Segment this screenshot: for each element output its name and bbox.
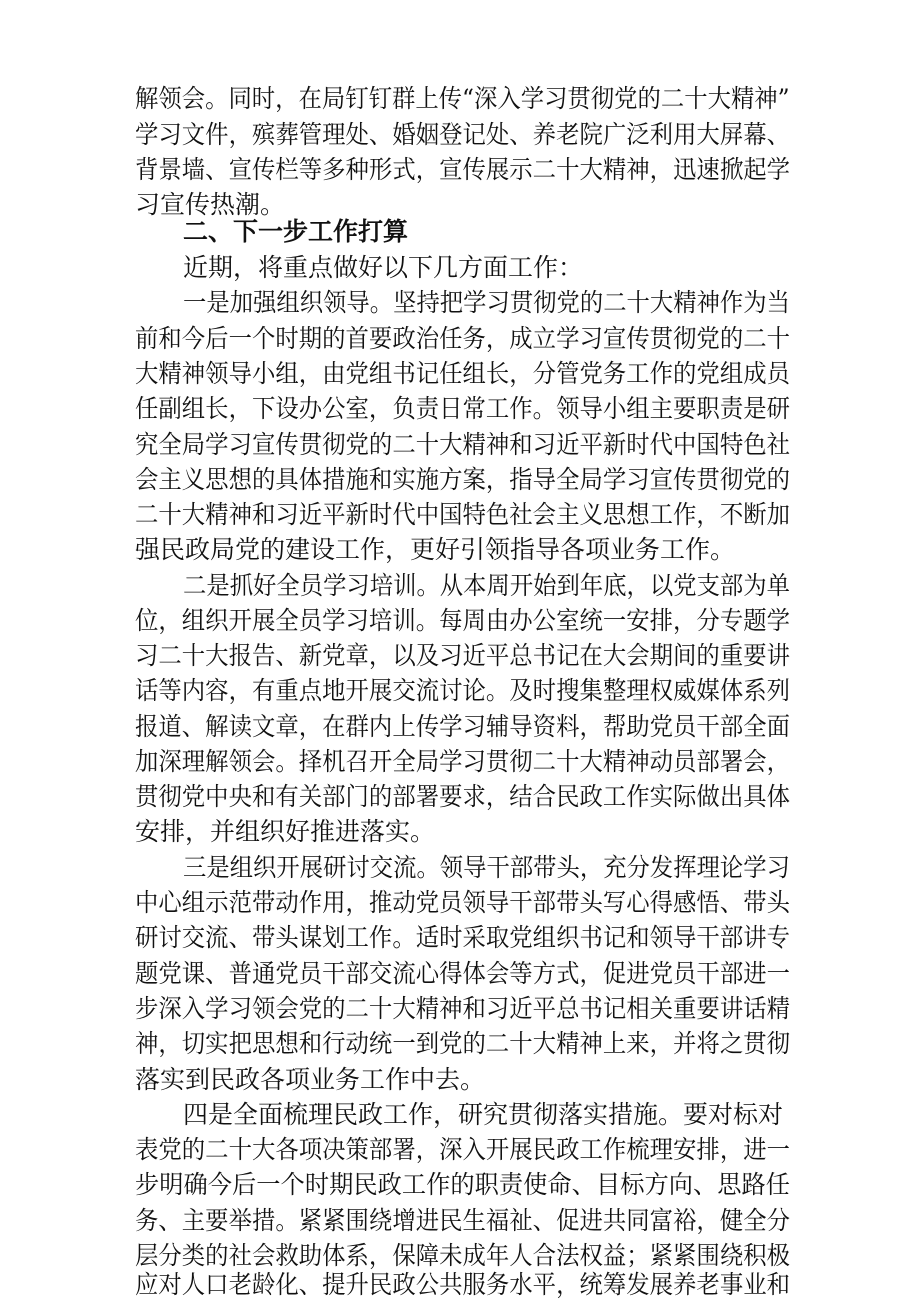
text-line: 题党课、普通党员干部交流心得体会等方式，促进党员干部进一 xyxy=(135,959,791,988)
text-line: 会主义思想的具体措施和实施方案，指导全局学习宣传贯彻党的 xyxy=(135,465,791,494)
text-line: 神，切实把思想和行动统一到党的二十大精神上来，并将之贯彻 xyxy=(135,1029,791,1058)
text-line: 中心组示范带动作用，推动党员领导干部带头写心得感悟、带头 xyxy=(135,888,791,917)
text-line: 步明确今后一个时期民政工作的职责使命、目标方向、思路任 xyxy=(135,1170,791,1199)
text-line: 大精神领导小组，由党组书记任组长，分管党务工作的党组成员 xyxy=(135,359,791,388)
text-line: 任副组长，下设办公室，负责日常工作。领导小组主要职责是研 xyxy=(135,394,791,423)
text-line: 究全局学习宣传贯彻党的二十大精神和习近平新时代中国特色社 xyxy=(135,430,791,459)
text-line: 表党的二十大各项决策部署，深入开展民政工作梳理安排，进一 xyxy=(135,1135,791,1164)
text-line: 习二十大报告、新党章，以及习近平总书记在大会期间的重要讲 xyxy=(135,641,791,670)
paragraph-first-line: 三是组织开展研讨交流。领导干部带头，充分发挥理论学习 xyxy=(183,853,790,882)
paragraph-first-line: 二是抓好全员学习培训。从本周开始到年底，以党支部为单 xyxy=(183,571,790,600)
text-line: 步深入学习领会党的二十大精神和习近平总书记相关重要讲话精 xyxy=(135,994,791,1023)
paragraph-first-line: 四是全面梳理民政工作，研究贯彻落实措施。要对标对 xyxy=(183,1100,784,1129)
text-line: 贯彻党中央和有关部门的部署要求，结合民政工作实际做出具体 xyxy=(135,782,791,811)
text-line: 层分类的社会救助体系，保障未成年人合法权益；紧紧围绕积极 xyxy=(135,1241,791,1270)
text-line: 解领会。同时，在局钉钉群上传“深入学习贯彻党的二十大精神” xyxy=(135,84,790,113)
text-line: 安排，并组织好推进落实。 xyxy=(135,817,436,846)
text-line: 话等内容，有重点地开展交流讨论。及时搜集整理权威媒体系列 xyxy=(135,676,791,705)
text-line: 研讨交流、带头谋划工作。适时采取党组织书记和领导干部讲专 xyxy=(135,923,791,952)
text-line: 二十大精神和习近平新时代中国特色社会主义思想工作，不断加 xyxy=(135,500,791,529)
text-line: 习宣传热潮。 xyxy=(135,190,286,219)
text-line: 应对人口老龄化、提升民政公共服务水平，统筹发展养老事业和 xyxy=(135,1270,791,1299)
text-line: 背景墙、宣传栏等多种形式，宣传展示二十大精神，迅速掀起学 xyxy=(135,155,791,184)
text-line: 学习文件，殡葬管理处、婚姻登记处、养老院广泛利用大屏幕、 xyxy=(135,120,791,149)
text-line: 位，组织开展全员学习培训。每周由办公室统一安排，分专题学 xyxy=(135,606,791,635)
text-line: 前和今后一个时期的首要政治任务，成立学习宣传贯彻党的二十 xyxy=(135,324,791,353)
text-line: 报道、解读文章，在群内上传学习辅导资料，帮助党员干部全面 xyxy=(135,712,791,741)
text-line: 近期，将重点做好以下几方面工作： xyxy=(183,253,584,282)
text-line: 落实到民政各项业务工作中去。 xyxy=(135,1065,486,1094)
text-line: 强民政局党的建设工作，更好引领指导各项业务工作。 xyxy=(135,535,736,564)
text-line: 加深理解领会。择机召开全局学习贯彻二十大精神动员部署会， xyxy=(135,747,791,776)
text-line: 务、主要举措。紧紧围绕增进民生福祉、促进共同富裕，健全分 xyxy=(135,1206,791,1235)
section-heading: 二、下一步工作打算 xyxy=(183,217,409,246)
paragraph-first-line: 一是加强组织领导。坚持把学习贯彻党的二十大精神作为当 xyxy=(183,288,790,317)
